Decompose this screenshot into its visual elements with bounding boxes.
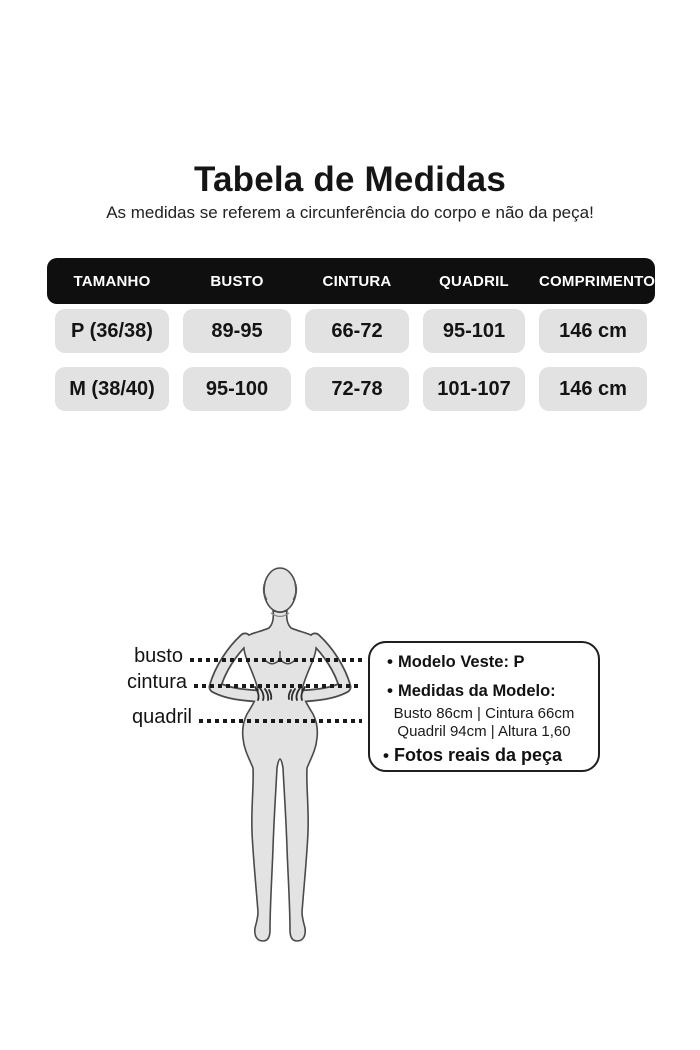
body-silhouette-figure — [200, 556, 360, 952]
col-header-busto: BUSTO — [210, 272, 264, 290]
busto-label: busto — [134, 645, 183, 667]
busto-dotted-line — [190, 658, 362, 662]
cell-cintura-m: 72-78 — [305, 367, 409, 411]
cell-comprimento-m: 146 cm — [539, 367, 647, 411]
model-bust-waist-text: Busto 86cm | Cintura 66cm — [393, 705, 575, 722]
cintura-dotted-line — [194, 684, 362, 688]
size-table-header — [47, 258, 655, 304]
size-table-body — [47, 309, 655, 411]
model-wears-text: Modelo Veste: P — [398, 653, 525, 671]
cintura-label: cintura — [126, 671, 187, 693]
col-header-tamanho: TAMANHO — [73, 272, 151, 290]
cell-size-p: P (36/38) — [55, 309, 169, 353]
quadril-dotted-line — [199, 719, 362, 723]
cell-busto-p: 89-95 — [183, 309, 291, 353]
bullet-icon: • — [383, 746, 389, 765]
model-info-box — [368, 641, 600, 772]
col-header-quadril: QUADRIL — [439, 272, 509, 290]
cell-cintura-p: 66-72 — [305, 309, 409, 353]
page-subtitle: As medidas se referem a circunferência do corpo e não da peça! — [106, 203, 594, 222]
model-measures-heading — [382, 681, 592, 701]
cell-comprimento-p: 146 cm — [539, 309, 647, 353]
model-wears-line — [382, 652, 592, 672]
head — [264, 568, 296, 612]
col-header-comprimento: COMPRIMENTO — [539, 272, 656, 290]
model-measures-title: Medidas da Modelo: — [398, 682, 556, 700]
quadril-label: quadril — [131, 706, 192, 728]
bullet-icon: • — [387, 681, 393, 700]
real-photos-text: Fotos reais da peça — [394, 745, 563, 765]
cell-quadril-p: 95-101 — [423, 309, 525, 353]
model-hip-height-text: Quadril 94cm | Altura 1,60 — [397, 723, 571, 740]
cell-busto-m: 95-100 — [183, 367, 291, 411]
real-photos-line — [378, 745, 592, 766]
cell-quadril-m: 101-107 — [423, 367, 525, 411]
page-title: Tabela de Medidas — [193, 160, 506, 199]
bullet-icon: • — [387, 652, 393, 671]
col-header-cintura: CINTURA — [322, 272, 392, 290]
cell-size-m: M (38/40) — [55, 367, 169, 411]
size-table — [47, 258, 655, 411]
